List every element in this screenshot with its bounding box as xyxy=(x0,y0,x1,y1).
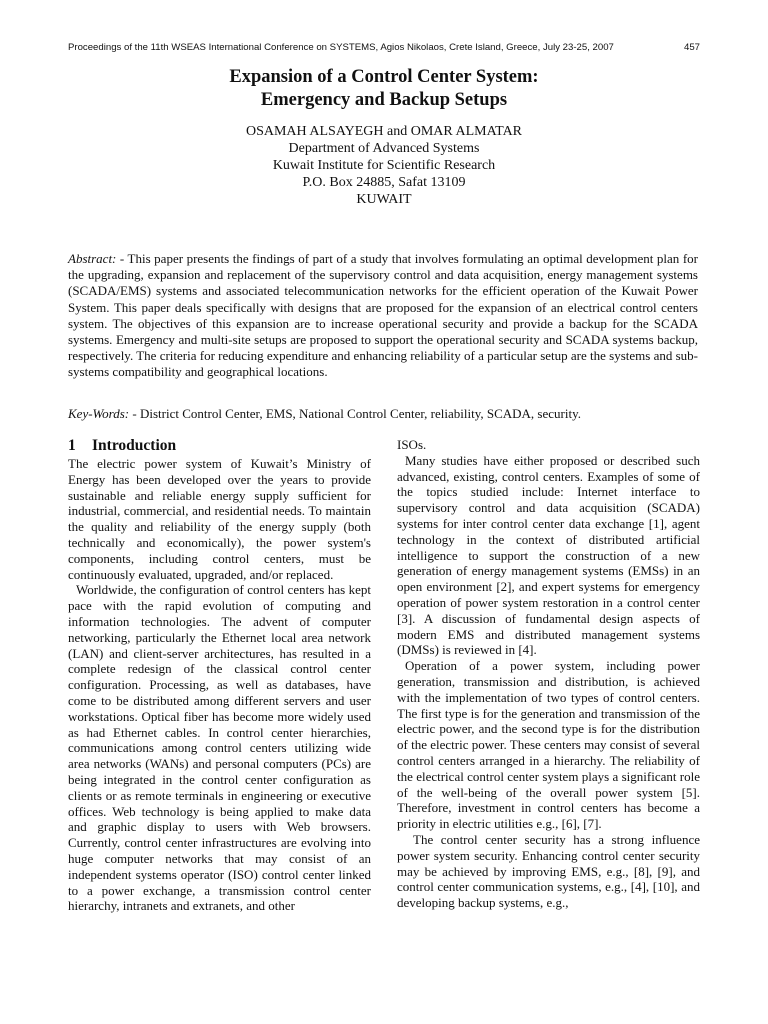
abstract xyxy=(68,251,698,381)
section-number: 1 xyxy=(68,437,76,454)
author-names: OSAMAH ALSAYEGH and OMAR ALMATAR xyxy=(245,124,523,139)
author-block xyxy=(0,123,768,208)
author-institute: Kuwait Institute for Scientific Research xyxy=(272,158,496,173)
keywords-label: Key-Words: xyxy=(68,406,130,421)
section-heading xyxy=(68,436,371,456)
keywords-text: - District Control Center, EMS, National Control Center, reliability, SCADA, security. xyxy=(129,406,581,421)
paragraph: The control center security has a strong influence power system security. Enhancing control center security may be achieved by improving EMS, e.g., [8], [9], and control center communication systems, e.g., [4], [10], and developing backup systems, e.g., xyxy=(397,831,700,911)
title-line-2: Emergency and Backup Setups xyxy=(260,90,508,110)
section-title: Introduction xyxy=(92,437,177,454)
page-number: 457 xyxy=(683,42,700,53)
abstract-label: Abstract: xyxy=(68,251,117,266)
left-column xyxy=(68,436,371,914)
author-address: P.O. Box 24885, Safat 13109 xyxy=(302,175,466,190)
abstract-text: - This paper presents the findings of part of a study that involves formulating an optimal development plan for the upgrading, expansion and replacement of the supervisory control and data acquisition, energy management systems (SCADA/EMS) systems and associated telecommunication networks for the efficient operation of the Kuwait Power System. This paper deals specifically with designs that are proposed for the expansion of an electrical control centers system. The objectives of this expansion are to increase operational security and provide a backup for the SCADA systems. Emergency and multi-site setups are proposed to support the operational security and SCADA systems backup, respectively. The criteria for reducing expenditure and enhancing reliability of a particular setup are the systems and sub-systems compatibility and geographical locations. xyxy=(68,251,698,380)
paragraph: Worldwide, the configuration of control centers has kept pace with the rapid evolution of computing and information technologies. The advent of computer networking, particularly the Ethernet local area network (LAN) and client-server architectures, has resulted in a complete redesign of the classical control center configuration. Processing, as well as databases, have come to be distributed among different servers and user workstations. Optical fiber has become more widely used as had Ethernet cables. In control center hierarchies, communications among control centers utilizing wide area networks (WANs) and personal computers (PCs) are being integrated in the control center configuration as clients or as remote terminals in engineering or executive offices. Web technology is being applied to make data and graphic display to users with Web browsers. Currently, control center infrastructures are evolving into huge computer networks that may consist of an independent systems operator (ISO) control center linked to a power exchange, a transmission control center hierarchy, intranets and extranets, and other xyxy=(68,582,371,914)
keywords xyxy=(68,406,698,422)
paragraph: The electric power system of Kuwait’s Ministry of Energy has been developed over the years to provide sustainable and reliable energy supply sufficient for industrial, commercial, and residential needs. To maintain the quality and reliability of the energy supply (both technically and economically), the power system's components, including control centers, must be continuously evaluated, upgraded, and/or replaced. xyxy=(68,456,371,582)
paragraph: ISOs. xyxy=(397,437,427,452)
paragraph: Many studies have either proposed or described such advanced, existing, control centers. Examples of some of the topics studied include: Internet interface to supervisory control and data acquisition (SCADA) systems for inter control center data exchange [1], agent technology in the context of distributed artificial intelligence to support the construction of a new generation of energy management systems (EMSs) in an open environment [2], and expert systems for emergency operation of power system restoration in a control center [3]. A discussion of fundamental design aspects of modern EMS and distributed management systems (DMSs) is reviewed in [4]. xyxy=(397,452,700,658)
running-title: Proceedings of the 11th WSEAS International Conference on SYSTEMS, Agios Nikolaos, Crete Island, Greece, July 23-25, 2007 xyxy=(68,42,614,53)
running-header xyxy=(68,42,700,53)
author-country: KUWAIT xyxy=(356,192,412,207)
paper-title xyxy=(0,66,768,112)
author-department: Department of Advanced Systems xyxy=(288,141,480,156)
paragraph: Operation of a power system, including power generation, transmission and distribution, is achieved with the implementation of two types of control centers. The first type is for the generation and transmission of the electric power, and the second type is for the distribution of the electric power. These centers may consist of several control centers arranged in a hierarchy. The reliability of the electrical control center system plays a significant role of the well-being of the overall power system [5]. Therefore, investment in control centers has become a priority in electric utilities e.g., [6], [7]. xyxy=(397,658,700,832)
title-line-1: Expansion of a Control Center System: xyxy=(229,67,539,87)
right-column xyxy=(397,437,700,911)
